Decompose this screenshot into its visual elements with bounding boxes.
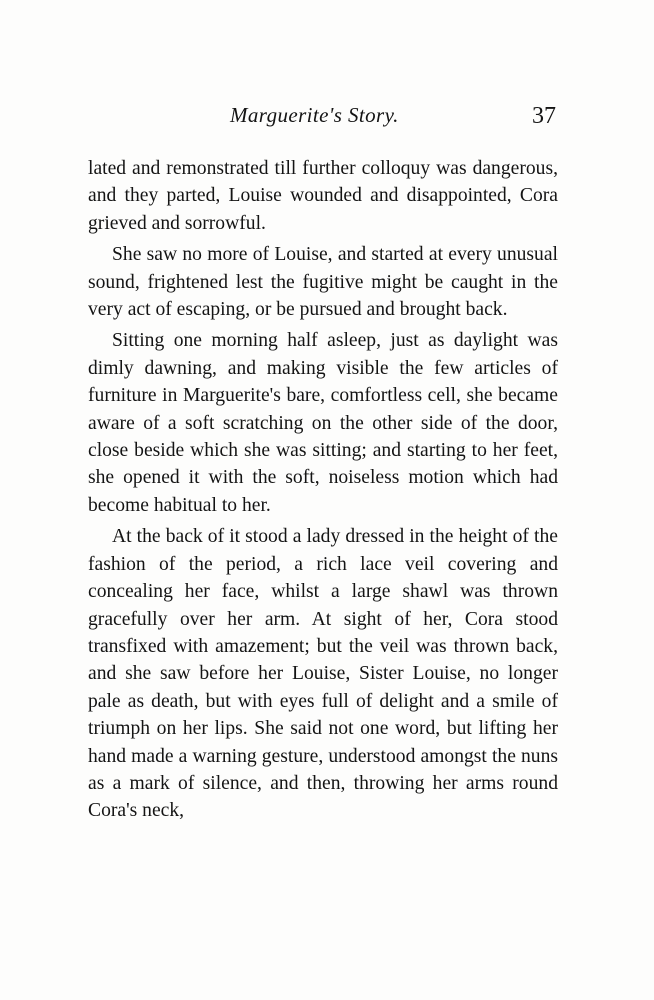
paragraph: At the back of it stood a lady dressed in the height of the fashion of the period, a rich lace veil covering and concealing her face, whilst a large shawl was thrown gracefully over her arm. At sight of her, Cora stood transfixed with amazement; but the veil was thrown back, and she saw before her Louise, Sister Louise, no longer pale as death, but with eyes full of delight and a smile of triumph on her lips. She said not one word, but lifting her hand made a warning gesture, understood amongst the nuns as a mark of silence, and then, throwing her arms round Cora's neck, [88, 526, 558, 822]
running-head [88, 103, 558, 133]
paragraph: Sitting one morning half asleep, just as daylight was dimly dawning, and making visible the few articles of furniture in Marguerite's bare, comfortless cell, she became aware of a soft scratching on the other side of the door, close beside which she was sitting; and starting to her feet, she opened it with the soft, noiseless motion which had become habitual to her. [88, 330, 558, 516]
paragraph-continued: lated and remonstrated till further colloquy was dangerous, and they parted, Louise wounded and disappointed, Cora grieved and sorrowful. [88, 158, 558, 234]
running-head-title: Marguerite's Story. [230, 103, 399, 127]
body-text [88, 155, 558, 825]
paragraph: She saw no more of Louise, and started at every unusual sound, frightened lest the fugitive might be caught in the very act of escaping, or be pursued and brought back. [88, 244, 558, 321]
page-number: 37 [532, 103, 556, 129]
